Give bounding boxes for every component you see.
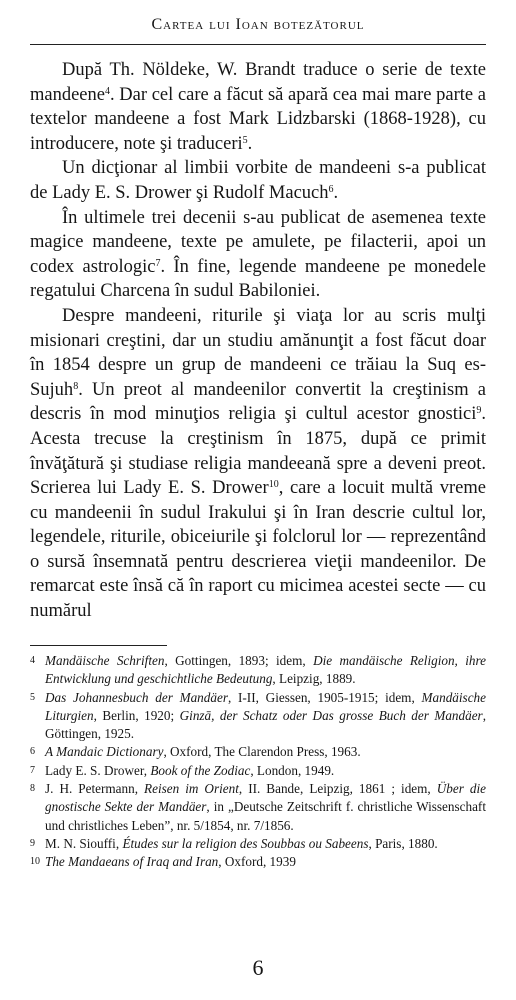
italic-title: Mandäische Liturgien <box>45 689 486 723</box>
footnote-text: A Mandaic Dictionary, Oxford, The Clarendon Press, 1963. <box>45 744 361 760</box>
footnote-number: 5 <box>30 691 35 703</box>
footnote <box>30 835 486 853</box>
footnote-number: 6 <box>30 746 35 758</box>
body-text <box>30 58 486 624</box>
footnote-marker: 8 <box>73 380 79 392</box>
footnote-text: Lady E. S. Drower, Book of the Zodiac, London, 1949. <box>45 762 335 778</box>
italic-title: Reisen im Orient <box>144 781 239 797</box>
footnote <box>30 780 486 835</box>
header-rule <box>30 44 486 45</box>
footnote-text: M. N. Siouffi, Études sur la religion des Soubbas ou Sabeens, Paris, 1880. <box>45 835 438 851</box>
running-head: Cartea lui Ioan botezătorul <box>151 16 365 33</box>
italic-title: Book of the Zodiac <box>150 762 251 778</box>
footnote <box>30 743 486 761</box>
footnote-text: Das Johannesbuch der Mandäer, I-II, Giessen, 1905-1915; idem, Mandäische Liturgien, Berlin, 1920; Ginzā, der Schatz oder Das grosse Buch der Mandäer, Göttingen, 1925. <box>45 689 486 742</box>
footnote-number: 9 <box>30 837 35 849</box>
italic-title: Ginzā, der Schatz oder Das grosse Buch der Mandäer <box>179 707 483 723</box>
italic-title: Über die gnostische Sekte der Mandäer <box>45 781 486 815</box>
paragraph: Un dicţionar al limbii vorbite de mandeeni s-a publicat de Lady E. S. Drower şi Rudolf Macuch$^6$. <box>30 158 486 203</box>
italic-title: Das Johannesbuch der Mandäer <box>45 689 228 705</box>
paragraph: În ultimele trei decenii s-au publicat de asemenea texte magice mandeene, texte pe amulete, pe filacterii, apoi un codex astrologic$^7$. În fine, legende mandeene pe monedele regatului Charcena în sudul Babiloniei. <box>30 207 487 302</box>
footnote <box>30 762 486 780</box>
footnote-number: 10 <box>30 856 40 868</box>
footnotes <box>30 652 486 872</box>
footnote-number: 8 <box>30 783 35 795</box>
footnote-marker: 9 <box>476 405 482 417</box>
italic-title: Études sur la religion des Soubbas ou Sabeens <box>122 835 369 851</box>
footnote-marker: 4 <box>105 85 110 97</box>
footnote-marker: 6 <box>328 183 334 195</box>
page-number: 6 <box>252 955 264 980</box>
footnote-number: 7 <box>30 764 35 776</box>
italic-title: A Mandaic Dictionary <box>45 744 164 760</box>
footnote <box>30 853 486 871</box>
footnote-marker: 7 <box>155 257 161 269</box>
italic-title: The Mandaeans of Iraq and Iran <box>45 854 219 870</box>
footnote-text: J. H. Petermann, Reisen im Orient, II. Bande, Leipzig, 1861 ; idem, Über die gnostische Sekte der Mandäer, in „Deutsche Zeitschrift f. christliche Wissenschaft und christliches Leben”, nr. 5/1854, nr. 7/1856. <box>45 781 486 833</box>
footnote-marker: 5 <box>242 134 248 146</box>
footnote-separator <box>30 645 167 646</box>
italic-title: Mandäische Schriften <box>45 653 165 668</box>
footnote-number: 4 <box>30 655 35 666</box>
paragraph: După Th. Nöldeke, W. Brandt traduce o serie de texte mandeene$^4$. Dar cel care a făcut să apară cea mai mare parte a textelor mandeene a fost Mark Lidzbarski (1868-1928), cu introducere, note şi traduceri$^5$. <box>30 60 486 154</box>
italic-title: Die mandäische Religion, ihre Entwicklung und geschichtliche Bedeutung <box>45 653 486 687</box>
footnote-text: The Mandaeans of Iraq and Iran, Oxford, 1939 <box>45 854 296 870</box>
footnote <box>30 652 486 689</box>
footnote-marker: 10 <box>268 479 279 491</box>
footnote-text: Mandäische Schriften, Gottingen, 1893; idem, Die mandäische Religion, ihre Entwicklung und geschichtliche Bedeutung, Leipzig, 1889. <box>45 653 486 687</box>
paragraph: Despre mandeeni, riturile şi viaţa lor au scris mulţi misionari creştini, dar un studiu amănunţit a fost făcut doar în 1854 despre un grup de mandeeni ce trăiau la Suq es-Sujuh$^8$. Un preot al mandeenilor convertit la creştinism a descris în mod minuţios religia şi cultul acestor gnostici$^9$. Acesta trecuse la creştinism în 1875, după ce primit învăţătură şi studiase religia mandeeană spre a deveni preot. Scrierea lui Lady E. S. Drower$^{10}$, care a locuit multă vreme cu mandeenii în sudul Irakului şi în Iran descrie cultul lor, legendele, riturile, obiceiurile şi folclorul lor — reprezentând o sursă însemnată pentru descrierea vieţii mandeenilor. De remarcat este însă că în raport cu micimea acestei secte — cu numărul <box>30 305 486 622</box>
footnote <box>30 689 486 744</box>
